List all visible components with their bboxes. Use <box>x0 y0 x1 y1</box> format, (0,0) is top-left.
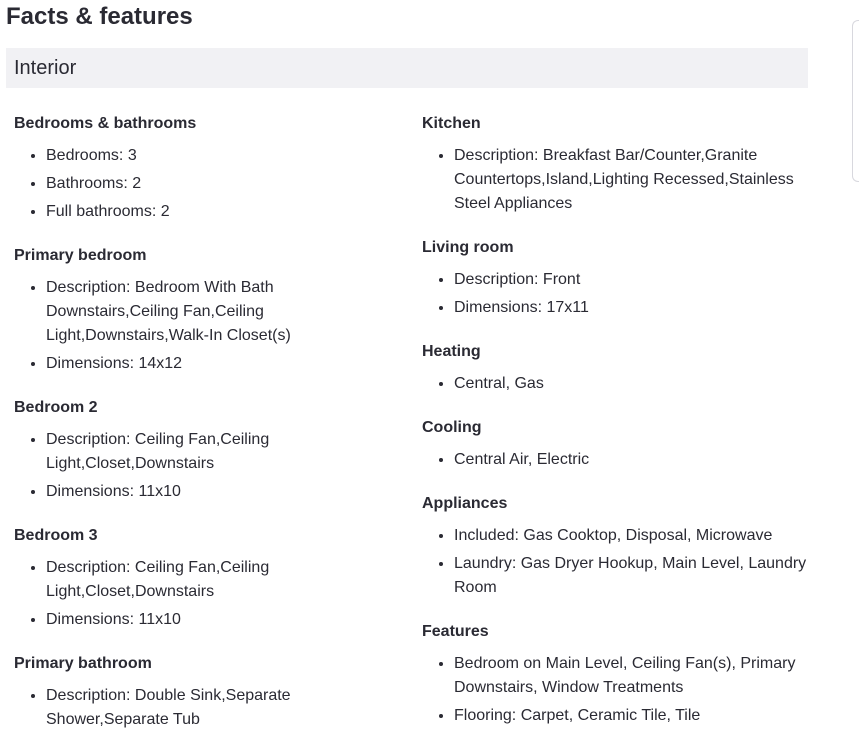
fact-group-heading: Cooling <box>422 419 482 436</box>
fact-group-heading: Primary bedroom <box>14 247 147 264</box>
fact-group-features <box>422 618 817 728</box>
fact-item: • Dimensions: 11x10 <box>46 480 399 504</box>
fact-item: • Flooring: Carpet, Ceramic Tile, Tile <box>454 704 817 728</box>
fact-list <box>14 144 399 224</box>
page-title: Facts & features <box>6 3 193 30</box>
fact-item: • Dimensions: 14x12 <box>46 352 399 376</box>
fact-group-heading: Kitchen <box>422 115 481 132</box>
fact-group-primary-bathroom <box>14 650 399 732</box>
fact-item: • Laundry: Gas Dryer Hookup, Main Level, Laundry Room <box>454 552 817 600</box>
fact-list <box>422 448 817 472</box>
fact-item: • Description: Bedroom With Bath Downstairs,Ceiling Fan,Ceiling Light,Downstairs,Walk-In Closet(s) <box>46 276 399 348</box>
fact-group-primary-bedroom <box>14 242 399 376</box>
fact-group-bedroom-3 <box>14 522 399 632</box>
fact-group-bedrooms-and-bathrooms <box>14 110 399 224</box>
fact-group-heading: Bedroom 2 <box>14 399 98 416</box>
fact-item: • Bedrooms: 3 <box>46 144 399 168</box>
fact-item: • Description: Double Sink,Separate Shower,Separate Tub <box>46 684 399 732</box>
fact-group-heading: Appliances <box>422 495 508 512</box>
fact-group-kitchen <box>422 110 817 216</box>
fact-list <box>14 428 399 504</box>
fact-item: • Description: Ceiling Fan,Ceiling Light,Closet,Downstairs <box>46 556 399 604</box>
fact-group-living-room <box>422 234 817 320</box>
section-title: Interior <box>14 56 77 79</box>
fact-item: • Bedroom on Main Level, Ceiling Fan(s), Primary Downstairs, Window Treatments <box>454 652 817 700</box>
fact-group-heading: Bedrooms & bathrooms <box>14 115 197 132</box>
fact-group-heating <box>422 338 817 396</box>
fact-group-heading: Heating <box>422 343 481 360</box>
fact-item: • Dimensions: 17x11 <box>454 296 817 320</box>
fact-list <box>14 276 399 376</box>
section-header-interior[interactable] <box>6 48 808 88</box>
side-panel-edge <box>852 20 859 182</box>
fact-group-heading: Primary bathroom <box>14 655 152 672</box>
fact-list <box>422 372 817 396</box>
right-column <box>422 110 817 746</box>
fact-group-heading: Features <box>422 623 489 640</box>
left-column <box>14 110 399 750</box>
fact-group-appliances <box>422 490 817 600</box>
fact-list <box>14 684 399 732</box>
fact-item: • Description: Ceiling Fan,Ceiling Light,Closet,Downstairs <box>46 428 399 476</box>
fact-group-cooling <box>422 414 817 472</box>
fact-item: • Description: Breakfast Bar/Counter,Granite Countertops,Island,Lighting Recessed,Stainless Steel Appliances <box>454 144 817 216</box>
fact-item: • Full bathrooms: 2 <box>46 200 399 224</box>
fact-group-bedroom-2 <box>14 394 399 504</box>
fact-item: • Included: Gas Cooktop, Disposal, Microwave <box>454 524 817 548</box>
fact-list <box>422 268 817 320</box>
fact-list <box>422 524 817 600</box>
fact-item: • Bathrooms: 2 <box>46 172 399 196</box>
fact-list <box>14 556 399 632</box>
fact-group-heading: Bedroom 3 <box>14 527 98 544</box>
fact-group-heading: Living room <box>422 239 514 256</box>
fact-item: • Description: Front <box>454 268 817 292</box>
fact-list <box>422 652 817 728</box>
fact-item: • Dimensions: 11x10 <box>46 608 399 632</box>
fact-list <box>422 144 817 216</box>
fact-item: • Central, Gas <box>454 372 817 396</box>
fact-item: • Central Air, Electric <box>454 448 817 472</box>
